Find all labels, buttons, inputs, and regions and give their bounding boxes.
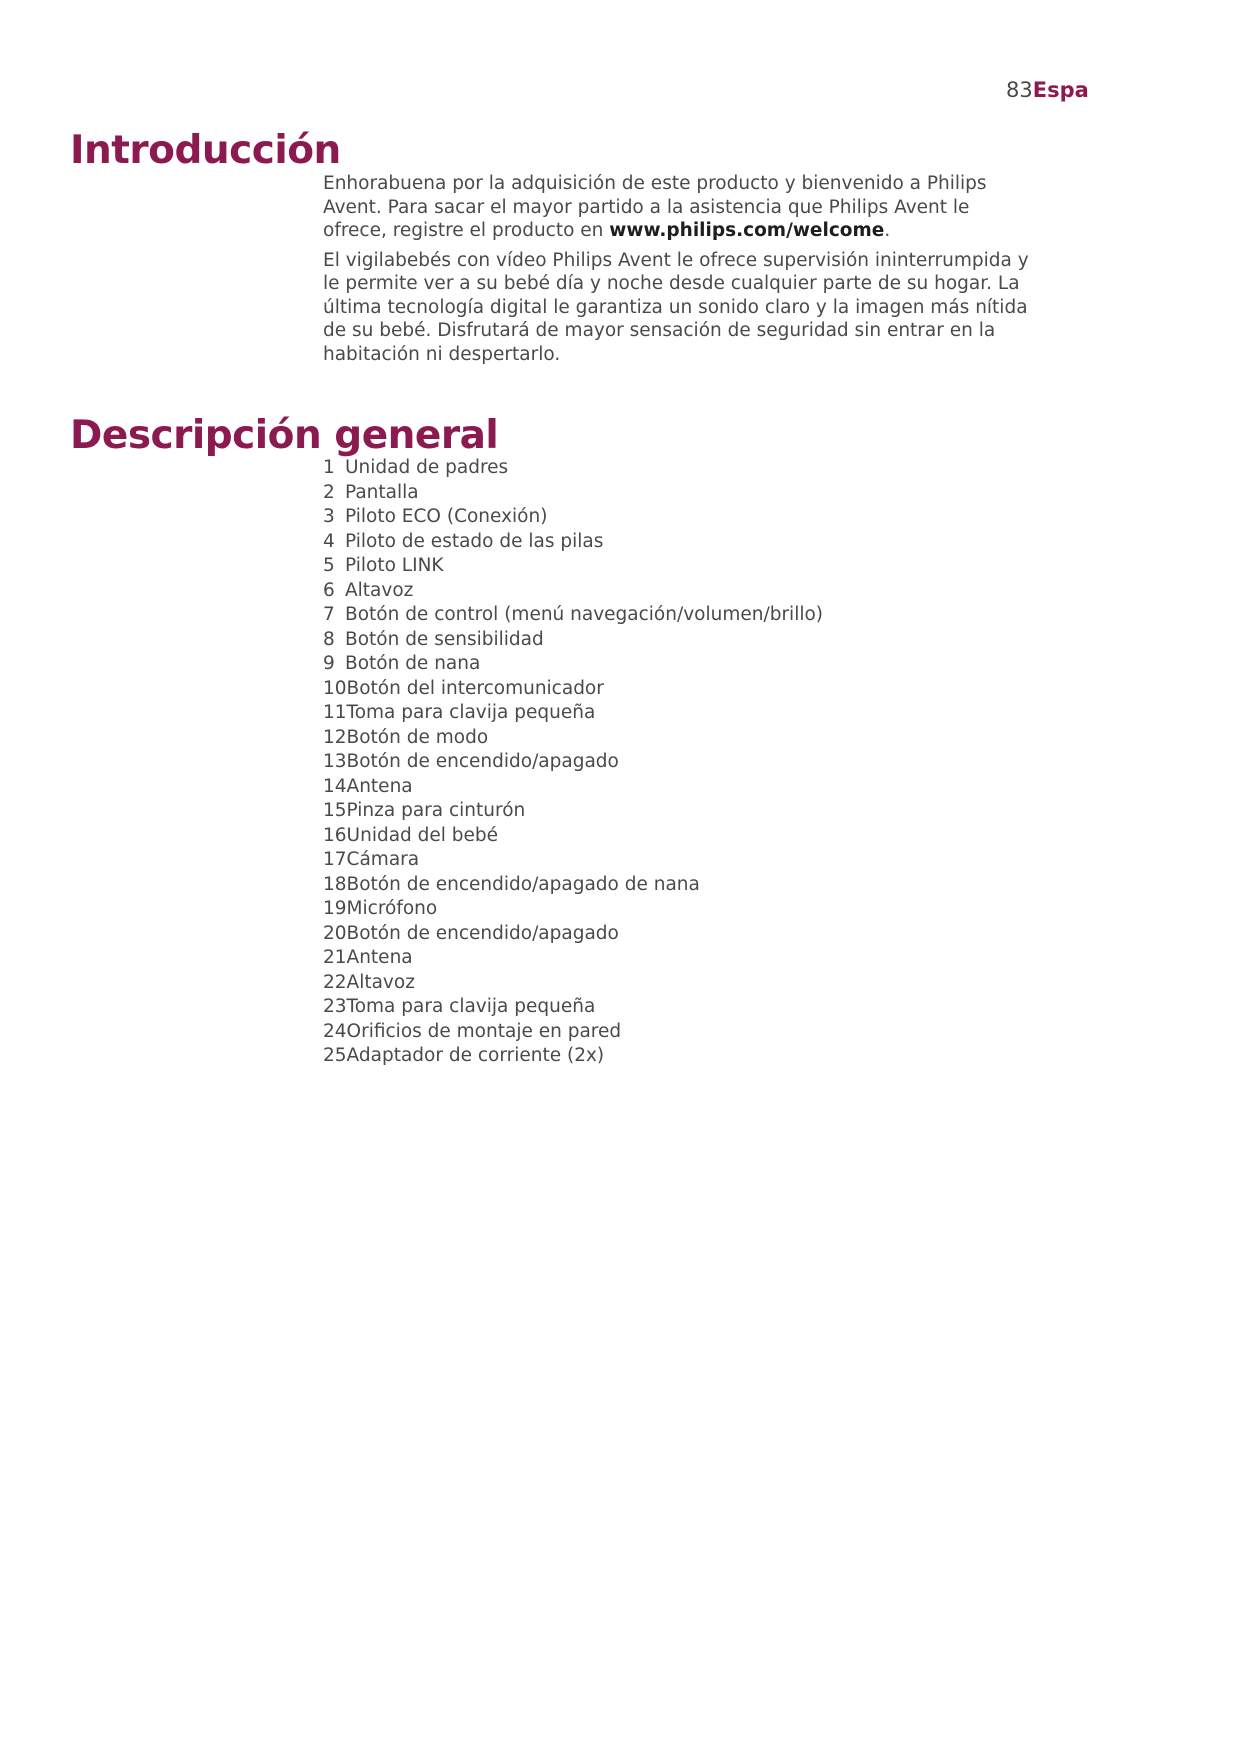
list-item bbox=[323, 848, 823, 873]
item-number: 7 bbox=[323, 604, 335, 625]
item-number: 17 bbox=[323, 849, 347, 870]
list-item bbox=[323, 677, 823, 702]
list-item bbox=[323, 481, 823, 506]
item-number: 12 bbox=[323, 726, 347, 748]
item-number: 21 bbox=[323, 947, 347, 968]
list-item bbox=[323, 971, 823, 996]
item-number: 9 bbox=[323, 653, 335, 674]
list-item bbox=[323, 505, 823, 530]
item-label: Toma para clavija pequeña bbox=[346, 996, 596, 1017]
list-item bbox=[323, 922, 823, 947]
item-label: Toma para clavija pequeña bbox=[346, 702, 596, 723]
list-item bbox=[323, 603, 823, 628]
intro-paragraph-1-end: . bbox=[884, 220, 891, 241]
item-label: Micrófono bbox=[346, 898, 438, 919]
item-label: Botón de modo bbox=[346, 726, 489, 748]
item-label: Altavoz bbox=[346, 971, 415, 993]
list-item bbox=[323, 554, 823, 579]
list-item bbox=[323, 1044, 823, 1069]
item-label: Antena bbox=[346, 947, 413, 968]
item-number: 4 bbox=[323, 530, 335, 552]
item-label: Botón de encendido/apagado bbox=[346, 751, 619, 772]
item-label: Altavoz bbox=[345, 579, 414, 601]
item-label: Botón de encendido/apagado de nana bbox=[346, 873, 700, 895]
intro-paragraph-1-text: Enhorabuena por la adquisición de este producto y bienvenido a Philips Avent. Para sacar el mayor partido a la asistencia que Philips Avent le ofrece, registre el producto en bbox=[323, 173, 987, 241]
list-item bbox=[323, 530, 823, 555]
welcome-link[interactable]: www.philips.com/welcome bbox=[609, 220, 885, 241]
item-label: Botón de control (menú navegación/volumen/brillo) bbox=[345, 604, 824, 625]
list-item bbox=[323, 799, 823, 824]
list-item bbox=[323, 873, 823, 898]
language-label: Espa bbox=[1032, 78, 1089, 102]
list-item bbox=[323, 775, 823, 800]
item-label: Botón del intercomunicador bbox=[346, 677, 604, 699]
item-number: 22 bbox=[323, 971, 347, 993]
item-label: Botón de encendido/apagado bbox=[346, 922, 619, 944]
item-number: 8 bbox=[323, 628, 335, 650]
item-label: Piloto ECO (Conexión) bbox=[345, 506, 548, 527]
list-item bbox=[323, 701, 823, 726]
item-number: 10 bbox=[323, 677, 347, 699]
item-label: Piloto de estado de las pilas bbox=[345, 530, 604, 552]
item-number: 24 bbox=[323, 1020, 347, 1042]
item-label: Adaptador de corriente (2x) bbox=[346, 1045, 605, 1066]
parts-list bbox=[323, 456, 823, 1069]
page-number: 83 bbox=[1006, 78, 1033, 102]
item-number: 3 bbox=[323, 506, 335, 527]
list-item bbox=[323, 579, 823, 604]
list-item bbox=[323, 726, 823, 751]
item-label: Cámara bbox=[346, 849, 420, 870]
item-number: 2 bbox=[323, 481, 335, 503]
item-label: Antena bbox=[346, 775, 413, 797]
item-number: 18 bbox=[323, 873, 347, 895]
item-number: 6 bbox=[323, 579, 335, 601]
list-item bbox=[323, 750, 823, 775]
item-number: 19 bbox=[323, 898, 347, 919]
list-item bbox=[323, 456, 823, 481]
item-number: 23 bbox=[323, 996, 347, 1017]
item-label: Unidad del bebé bbox=[346, 824, 499, 846]
list-item bbox=[323, 995, 823, 1020]
list-item bbox=[323, 652, 823, 677]
item-number: 13 bbox=[323, 751, 347, 772]
item-number: 20 bbox=[323, 922, 347, 944]
intro-body bbox=[323, 172, 1038, 372]
item-number: 11 bbox=[323, 702, 347, 723]
list-item bbox=[323, 824, 823, 849]
item-label: Orificios de montaje en pared bbox=[346, 1020, 622, 1042]
item-label: Botón de nana bbox=[345, 653, 481, 674]
item-number: 14 bbox=[323, 775, 347, 797]
list-item bbox=[323, 897, 823, 922]
item-label: Pinza para cinturón bbox=[346, 800, 526, 821]
item-label: Unidad de padres bbox=[345, 457, 509, 478]
intro-paragraph-2: El vigilabebés con vídeo Philips Avent le ofrece supervisión ininterrumpida y le permite ver a su bebé día y noche desde cualquier parte de su hogar. La última tecnología digital le garantiza un sonido claro y la imagen más nítida de su bebé. Disfrutará de mayor sensación de seguridad sin entrar en la habitación ni despertarlo. bbox=[323, 249, 1029, 365]
item-label: Botón de sensibilidad bbox=[345, 628, 544, 650]
item-number: 25 bbox=[323, 1045, 347, 1066]
intro-paragraph-1 bbox=[323, 172, 1038, 243]
item-label: Piloto LINK bbox=[345, 555, 444, 576]
list-item bbox=[323, 1020, 823, 1045]
item-number: 16 bbox=[323, 824, 347, 846]
list-item bbox=[323, 628, 823, 653]
list-item bbox=[323, 946, 823, 971]
item-number: 15 bbox=[323, 800, 347, 821]
item-number: 5 bbox=[323, 555, 335, 576]
item-number: 1 bbox=[323, 457, 335, 478]
item-label: Pantalla bbox=[345, 481, 419, 503]
page-header bbox=[1006, 76, 1089, 104]
intro-heading: Introducción bbox=[70, 128, 341, 173]
overview-heading: Descripción general bbox=[70, 413, 499, 458]
